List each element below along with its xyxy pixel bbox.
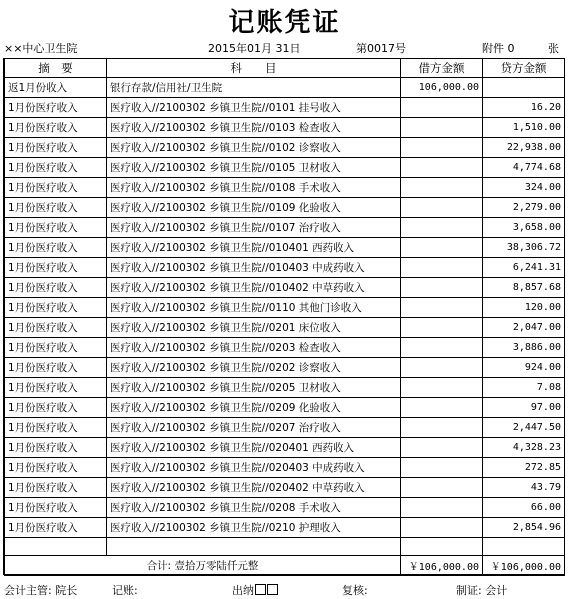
- cell-account: 医疗收入//2100302 乡镇卫生院//0109 化验收入: [107, 198, 401, 218]
- cell-debit: [401, 478, 483, 498]
- cell-credit: 66.00: [483, 498, 565, 518]
- footer-cashier: [232, 582, 278, 598]
- total-debit: ￥106,000.00: [401, 556, 483, 576]
- table-row: [5, 98, 565, 118]
- cell-summary: 1月份医疗收入: [5, 298, 107, 318]
- total-row: [5, 556, 565, 576]
- cell-debit: [401, 438, 483, 458]
- table-header-row: [5, 59, 565, 78]
- col-header-summary: 摘 要: [5, 59, 107, 78]
- cell-summary: 1月份医疗收入: [5, 118, 107, 138]
- cell-debit: [401, 278, 483, 298]
- cell-summary: 返1月份收入: [5, 78, 107, 98]
- cell-credit: 7.08: [483, 378, 565, 398]
- cell-credit: 4,774.68: [483, 158, 565, 178]
- cell-credit: 8,857.68: [483, 278, 565, 298]
- entry-rows: [5, 78, 565, 538]
- cell-account: 医疗收入//2100302 乡镇卫生院//0202 诊察收入: [107, 358, 401, 378]
- cell-account: 医疗收入//2100302 乡镇卫生院//0207 治疗收入: [107, 418, 401, 438]
- cell-debit: [401, 258, 483, 278]
- table-row: [5, 238, 565, 258]
- cell-debit: [401, 398, 483, 418]
- cell-account: 医疗收入//2100302 乡镇卫生院//0203 检查收入: [107, 338, 401, 358]
- cell-summary: 1月份医疗收入: [5, 258, 107, 278]
- cell-summary: 1月份医疗收入: [5, 398, 107, 418]
- voucher-date: 2015年01月 31日: [208, 42, 301, 55]
- cell-credit: 324.00: [483, 178, 565, 198]
- cell-summary: 1月份医疗收入: [5, 418, 107, 438]
- unit-name: ××中心卫生院: [4, 42, 78, 55]
- cell-credit: 43.79: [483, 478, 565, 498]
- total-label: 合计: 壹拾万零陆仟元整: [5, 556, 401, 576]
- table-row: [5, 158, 565, 178]
- cell-account: 医疗收入//2100302 乡镇卫生院//010402 中草药收入: [107, 278, 401, 298]
- table-row: [5, 458, 565, 478]
- table-row: [5, 138, 565, 158]
- checkbox-icon: [255, 584, 266, 595]
- table-row: [5, 118, 565, 138]
- table-row: [5, 438, 565, 458]
- cell-summary: 1月份医疗收入: [5, 458, 107, 478]
- table-row: [5, 498, 565, 518]
- voucher-title: 记账凭证: [228, 8, 341, 38]
- cell-debit: [401, 378, 483, 398]
- cell-debit: [401, 238, 483, 258]
- cell-summary: 1月份医疗收入: [5, 218, 107, 238]
- cell-credit: 2,447.50: [483, 418, 565, 438]
- cell-summary: 1月份医疗收入: [5, 498, 107, 518]
- cell-debit: [401, 318, 483, 338]
- table-row: [5, 298, 565, 318]
- col-header-account: 科 目: [107, 59, 401, 78]
- cell-debit: [401, 178, 483, 198]
- cell-debit: [401, 518, 483, 538]
- voucher-table: [4, 58, 565, 576]
- table-row: [5, 418, 565, 438]
- table-row: [5, 398, 565, 418]
- cell-credit: 97.00: [483, 398, 565, 418]
- cell-debit: [401, 358, 483, 378]
- cell-credit: 3,886.00: [483, 338, 565, 358]
- cell-debit: [401, 218, 483, 238]
- attachment-count: 附件 0: [482, 42, 515, 55]
- cell-debit: [401, 298, 483, 318]
- cell-account: 医疗收入//2100302 乡镇卫生院//0210 护理收入: [107, 518, 401, 538]
- checkbox-icon: [267, 584, 278, 595]
- col-header-debit: 借方金额: [401, 59, 483, 78]
- cell-credit: 272.85: [483, 458, 565, 478]
- cell-credit: [483, 78, 565, 98]
- cell-credit: 2,279.00: [483, 198, 565, 218]
- cell-summary: 1月份医疗收入: [5, 238, 107, 258]
- cell-account: 医疗收入//2100302 乡镇卫生院//0105 卫材收入: [107, 158, 401, 178]
- cell-summary: 1月份医疗收入: [5, 358, 107, 378]
- cell-account: 医疗收入//2100302 乡镇卫生院//0107 治疗收入: [107, 218, 401, 238]
- cell-summary: 1月份医疗收入: [5, 98, 107, 118]
- cell-summary: 1月份医疗收入: [5, 178, 107, 198]
- cell-credit: 6,241.31: [483, 258, 565, 278]
- table-row: [5, 258, 565, 278]
- cell-summary: 1月份医疗收入: [5, 378, 107, 398]
- footer-cashier-label: 出纳: [232, 584, 254, 597]
- cell-debit: 106,000.00: [401, 78, 483, 98]
- table-row: [5, 78, 565, 98]
- cell-credit: 2,047.00: [483, 318, 565, 338]
- cell-credit: 16.20: [483, 98, 565, 118]
- cell-summary: 1月份医疗收入: [5, 198, 107, 218]
- footer-bookkeeper: 记账:: [112, 584, 138, 597]
- cell-summary: 1月份医疗收入: [5, 478, 107, 498]
- cell-summary: 1月份医疗收入: [5, 338, 107, 358]
- cell-account: 医疗收入//2100302 乡镇卫生院//0209 化验收入: [107, 398, 401, 418]
- cell-account: 银行存款/信用社/卫生院: [107, 78, 401, 98]
- cell-summary: 1月份医疗收入: [5, 138, 107, 158]
- cell-debit: [401, 418, 483, 438]
- cell-debit: [401, 158, 483, 178]
- footer-preparer: 制证: 会计: [456, 584, 508, 597]
- cell-debit: [401, 138, 483, 158]
- footer-supervisor: 会计主管: 院长: [4, 584, 78, 597]
- cell-debit: [401, 98, 483, 118]
- cell-credit: 22,938.00: [483, 138, 565, 158]
- attachment-unit: 张: [548, 42, 559, 55]
- table-row: [5, 378, 565, 398]
- cell-debit: [401, 498, 483, 518]
- cell-account: 医疗收入//2100302 乡镇卫生院//0110 其他门诊收入: [107, 298, 401, 318]
- cell-account: 医疗收入//2100302 乡镇卫生院//0205 卫材收入: [107, 378, 401, 398]
- table-row: [5, 518, 565, 538]
- cell-credit: 2,854.96: [483, 518, 565, 538]
- cell-account: 医疗收入//2100302 乡镇卫生院//0102 诊察收入: [107, 138, 401, 158]
- cell-credit: 4,328.23: [483, 438, 565, 458]
- table-row: [5, 218, 565, 238]
- cell-account: 医疗收入//2100302 乡镇卫生院//0208 手术收入: [107, 498, 401, 518]
- cell-summary: 1月份医疗收入: [5, 318, 107, 338]
- cell-debit: [401, 118, 483, 138]
- cell-summary: 1月份医疗收入: [5, 158, 107, 178]
- cell-credit: 38,306.72: [483, 238, 565, 258]
- cell-debit: [401, 198, 483, 218]
- blank-row: [5, 538, 565, 556]
- cell-account: 医疗收入//2100302 乡镇卫生院//010401 西药收入: [107, 238, 401, 258]
- cell-account: 医疗收入//2100302 乡镇卫生院//0108 手术收入: [107, 178, 401, 198]
- voucher-number: 第0017号: [356, 42, 406, 55]
- cell-credit: 1,510.00: [483, 118, 565, 138]
- table-row: [5, 358, 565, 378]
- cell-account: 医疗收入//2100302 乡镇卫生院//020402 中草药收入: [107, 478, 401, 498]
- table-row: [5, 278, 565, 298]
- cell-account: 医疗收入//2100302 乡镇卫生院//0101 挂号收入: [107, 98, 401, 118]
- cell-account: 医疗收入//2100302 乡镇卫生院//0103 检查收入: [107, 118, 401, 138]
- cell-debit: [401, 458, 483, 478]
- cell-account: 医疗收入//2100302 乡镇卫生院//020401 西药收入: [107, 438, 401, 458]
- cell-account: 医疗收入//2100302 乡镇卫生院//020403 中成药收入: [107, 458, 401, 478]
- table-row: [5, 178, 565, 198]
- cell-account: 医疗收入//2100302 乡镇卫生院//0201 床位收入: [107, 318, 401, 338]
- col-header-credit: 贷方金额: [483, 59, 565, 78]
- cell-summary: 1月份医疗收入: [5, 278, 107, 298]
- cell-credit: 924.00: [483, 358, 565, 378]
- footer-reviewer: 复核:: [342, 584, 368, 597]
- table-row: [5, 198, 565, 218]
- cell-summary: 1月份医疗收入: [5, 518, 107, 538]
- cell-account: 医疗收入//2100302 乡镇卫生院//010403 中成药收入: [107, 258, 401, 278]
- cell-debit: [401, 338, 483, 358]
- table-row: [5, 478, 565, 498]
- cell-credit: 120.00: [483, 298, 565, 318]
- cell-summary: 1月份医疗收入: [5, 438, 107, 458]
- total-credit: ￥106,000.00: [483, 556, 565, 576]
- cell-credit: 3,658.00: [483, 218, 565, 238]
- table-row: [5, 338, 565, 358]
- table-row: [5, 318, 565, 338]
